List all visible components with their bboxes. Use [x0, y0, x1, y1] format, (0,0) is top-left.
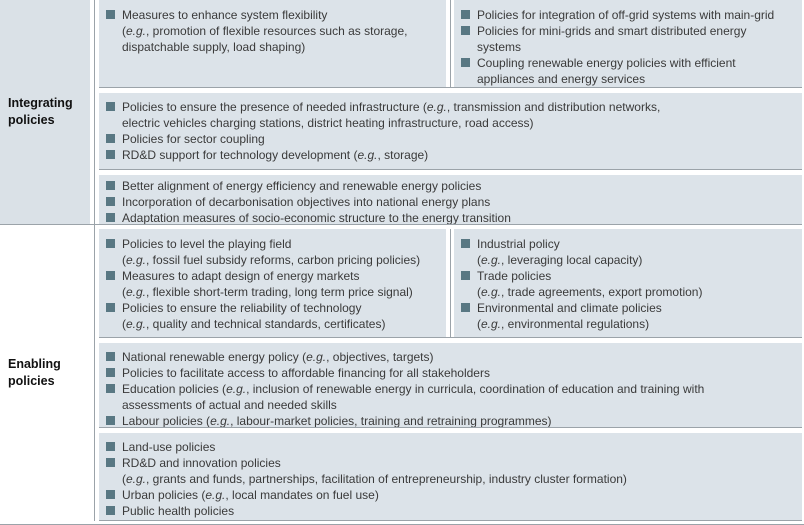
table-row — [99, 93, 802, 170]
policy-text: dispatchable supply, load shaping) — [122, 40, 306, 54]
policy-item — [105, 300, 442, 332]
policy-text: (e.g., quality and technical standards, certificates) — [122, 317, 386, 331]
policy-item — [105, 487, 798, 503]
bullet-square-icon — [461, 58, 470, 67]
section-content-enabling — [99, 225, 802, 521]
bullet-square-icon — [106, 458, 115, 467]
bullet-square-icon — [106, 384, 115, 393]
policy-text: Policies to ensure the reliability of technology — [122, 301, 362, 315]
bullet-square-icon — [106, 134, 115, 143]
table-cell-right — [454, 229, 802, 337]
bullet-square-icon — [461, 303, 470, 312]
policy-text: Labour policies (e.g., labour-market policies, training and retraining programmes) — [122, 414, 552, 428]
policy-text: National renewable energy policy (e.g., objectives, targets) — [122, 350, 434, 364]
bullet-square-icon — [106, 506, 115, 515]
policy-item — [105, 131, 798, 147]
policy-item — [460, 55, 798, 87]
policy-item — [105, 439, 798, 455]
policy-text: Adaptation measures of socio-economic structure to the energy transition — [122, 211, 511, 225]
policy-text: (e.g., flexible short-term trading, long term price signal) — [122, 285, 413, 299]
policy-text: Measures to adapt design of energy markets — [122, 269, 360, 283]
section-label-enabling — [0, 225, 90, 521]
policy-item — [460, 300, 798, 332]
policy-item — [105, 194, 798, 210]
bullet-square-icon — [106, 442, 115, 451]
column-divider — [446, 229, 454, 337]
policy-text: Industrial policy — [477, 237, 560, 251]
bullet-square-icon — [106, 416, 115, 425]
column-divider — [446, 0, 454, 87]
vertical-rule — [450, 229, 451, 337]
bullet-square-icon — [106, 271, 115, 280]
policy-text: Coupling renewable energy policies with efficient — [477, 56, 736, 70]
bullet-square-icon — [106, 150, 115, 159]
policy-text: Urban policies (e.g., local mandates on fuel use) — [122, 488, 379, 502]
table-cell-left — [99, 229, 446, 337]
policy-item — [105, 381, 798, 413]
policy-item — [460, 23, 798, 55]
bullet-square-icon — [461, 26, 470, 35]
policy-text: Trade policies — [477, 269, 552, 283]
policy-item — [105, 210, 798, 225]
table-row — [99, 343, 802, 428]
table-row — [99, 433, 802, 521]
policy-text: Education policies (e.g., inclusion of renewable energy in curricula, coordination of education and training with — [122, 382, 705, 396]
policy-item — [105, 503, 798, 519]
policy-item — [105, 349, 798, 365]
table-cell-right — [454, 0, 802, 87]
bullet-square-icon — [106, 368, 115, 377]
bullet-square-icon — [106, 181, 115, 190]
policy-item — [105, 178, 798, 194]
policy-text: (e.g., fossil fuel subsidy reforms, carbon pricing policies) — [122, 253, 421, 267]
policy-text: systems — [477, 40, 522, 54]
policy-text: appliances and energy services — [477, 72, 646, 86]
policy-item — [460, 7, 798, 23]
bullet-square-icon — [461, 10, 470, 19]
bullet-square-icon — [106, 10, 115, 19]
policy-text: Public health policies — [122, 504, 235, 518]
bullet-square-icon — [106, 102, 115, 111]
vertical-rule — [94, 0, 95, 224]
policy-text: RD&D support for technology development (e.g., storage) — [122, 148, 429, 162]
policy-item — [460, 236, 798, 268]
policy-text: (e.g., promotion of flexible resources such as storage, — [122, 24, 408, 38]
policy-item — [105, 413, 798, 428]
bullet-square-icon — [106, 352, 115, 361]
policy-text: Land-use policies — [122, 440, 216, 454]
label-column-divider — [90, 225, 99, 521]
section-content-integrating — [99, 0, 802, 225]
vertical-rule — [450, 0, 451, 87]
bullet-square-icon — [461, 239, 470, 248]
policy-item — [105, 455, 798, 487]
section-label-integrating — [0, 0, 90, 225]
policy-text: Better alignment of energy efficiency and renewable energy policies — [122, 179, 482, 193]
policy-item — [105, 7, 442, 55]
policy-text: Measures to enhance system flexibility — [122, 8, 328, 22]
policy-text: Policies for integration of off-grid systems with main-grid — [477, 8, 775, 22]
table-row — [99, 175, 802, 225]
bullet-square-icon — [106, 490, 115, 499]
table-cell-left — [99, 0, 446, 87]
section-label-text: Enabling policies — [8, 357, 61, 388]
policy-text: Policies to level the playing field — [122, 237, 292, 251]
section-integrating-policies — [0, 0, 802, 225]
policy-text: (e.g., environmental regulations) — [477, 317, 650, 331]
policy-text: Environmental and climate policies — [477, 301, 662, 315]
policy-item — [105, 365, 798, 381]
label-column-divider — [90, 0, 99, 225]
policy-text: Policies to ensure the presence of needed infrastructure (e.g., transmission and distribution networks, — [122, 100, 661, 114]
policy-item — [460, 268, 798, 300]
table-row — [99, 0, 802, 88]
policy-text: Policies for sector coupling — [122, 132, 265, 146]
policy-item — [105, 147, 798, 163]
bullet-square-icon — [106, 197, 115, 206]
policy-text: (e.g., grants and funds, partnerships, facilitation of entrepreneurship, industry cluster formation) — [122, 472, 627, 486]
policy-text: Policies for mini-grids and smart distributed energy — [477, 24, 747, 38]
policy-text: (e.g., trade agreements, export promotion) — [477, 285, 703, 299]
policy-text: RD&D and innovation policies — [122, 456, 281, 470]
bullet-square-icon — [106, 303, 115, 312]
section-enabling-policies — [0, 225, 802, 521]
policy-text: Policies to facilitate access to affordable financing for all stakeholders — [122, 366, 490, 380]
bullet-square-icon — [106, 213, 115, 222]
policy-text: electric vehicles charging stations, district heating infrastructure, road access) — [122, 116, 534, 130]
policy-item — [105, 268, 442, 300]
bullet-square-icon — [461, 271, 470, 280]
policy-text: Incorporation of decarbonisation objectives into national energy plans — [122, 195, 491, 209]
bullet-square-icon — [106, 239, 115, 248]
policy-text: assessments of actual and needed skills — [122, 398, 337, 412]
table-row — [99, 229, 802, 338]
policy-item — [105, 236, 442, 268]
vertical-rule — [94, 225, 95, 521]
policy-text: (e.g., leveraging local capacity) — [477, 253, 643, 267]
section-label-text: Integrating policies — [8, 96, 73, 127]
policy-item — [105, 99, 798, 131]
